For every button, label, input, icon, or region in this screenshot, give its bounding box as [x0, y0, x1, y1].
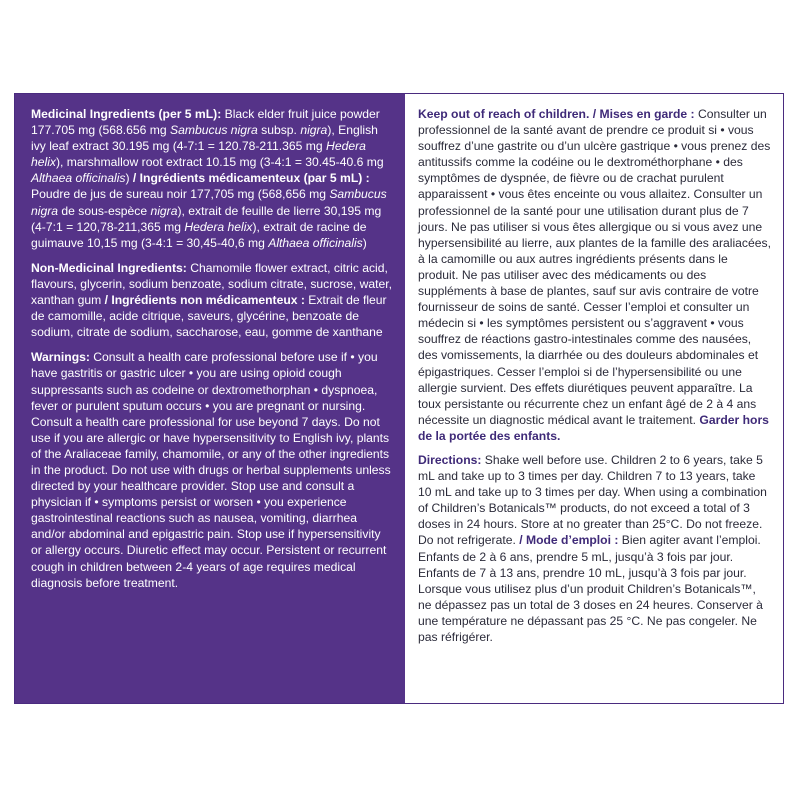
medicinal-text: ) — [125, 171, 133, 186]
latin-name: Hedera helix — [31, 139, 366, 170]
latin-name: nigra — [150, 203, 178, 218]
medicinal-text-fr: Poudre de jus de sureau noir 177,705 mg (568,656 mg — [31, 187, 330, 202]
medicinal-text: subsp. — [257, 123, 301, 138]
warnings-heading: Warnings: — [31, 350, 90, 365]
latin-name: Sambucus nigra — [31, 187, 387, 218]
latin-name: Althaea officinalis — [31, 171, 126, 186]
label-panel — [14, 93, 784, 704]
directions — [418, 452, 771, 645]
medicinal-heading: Medicinal Ingredients (per 5 mL): — [31, 107, 222, 121]
latin-name: nigra — [300, 123, 328, 138]
non-medicinal-text-fr: Extrait de fleur de camomille, acide citrique, saveurs, glycérine, benzoate de sodium, citrate de sodium, saccharose, eau, gomme de xanthane — [31, 293, 387, 340]
keep-out-tail-heading: Garder hors de la portée des enfants. — [418, 412, 769, 443]
medicinal-text-fr: ), extrait de feuille de lierre 30,195 mg (4-7:1 = 120,78-211,365 mg — [31, 203, 382, 234]
medicinal-text-fr: ) — [362, 235, 367, 250]
medicinal-text: ), marshmallow root extract 10.15 mg (3-4:1 = 30.45-40.6 mg — [55, 155, 384, 170]
french-column — [405, 94, 783, 703]
medicinal-text: ), English ivy leaf extract 30.195 mg (4-7:1 = 120.78-211.365 mg — [31, 123, 378, 154]
non-medicinal-heading-fr: / Ingrédients non médicamenteux : — [104, 293, 305, 308]
warnings — [31, 349, 393, 590]
medicinal-text-fr: ), extrait de racine de guimauve 10,15 mg (3-4:1 = 30,45-40,6 mg — [31, 219, 367, 250]
latin-name: Sambucus nigra — [170, 123, 258, 138]
medicinal-heading-fr: / Ingrédients médicamenteux (par 5 mL) : — [132, 171, 370, 186]
medicinal-ingredients — [31, 106, 393, 251]
latin-name: Hedera helix — [184, 219, 253, 234]
directions-text: Shake well before use. Children 2 to 6 years, take 5 mL and take up to 3 times per day. Children 7 to 13 years, take 10 mL and take up to 3 times per day. When using a combination of Children’s Botanicals™ products, do not exceed a total of 3 doses in 24 hours. Store at no greater than 25°C. Do not freeze. Do not refrigerate. — [418, 452, 767, 548]
keep-out-text: Consulter un professionnel de la santé avant de prendre ce produit si • vous souffrez d’une gastrite ou d’un ulcère gastrique • vous prenez des antitussifs comme la codéine ou le dextrométhorphane • des symptômes de dyspnée, de fièvre ou de crachat purulent apparaissent • vous êtes enceinte ou vous allaitez. Consulter un professionnel de la santé pour une utilisation durant plus de 7 jours. Ne pas utiliser si vous êtes allergique ou si vous avez une hypersensibilité au lierre, aux plantes de la famille des araliacées, à la camomille ou aux autres ingrédients présents dans le produit. Ne pas utiliser avec des médicaments ou des suppléments à base de plantes, sauf sur avis contraire de votre fournisseur de soins de santé. Cesser l’emploi et consulter un médecin si • les symptômes persistent ou s’aggravent • vous souffrez de réactions gastro-intestinales comme des nausées, des vomissements, la diarrhée ou des douleurs abdominales et épigastriques. Cesser l’emploi si de l’hypersensibilité ou une allergie survient. Des effets diurétiques peuvent apparaître. La toux persistante ou récurrente chez un enfant âgé de 2 à 4 ans nécessite un diagnostic médical avant le traitement. — [418, 107, 771, 427]
non-medicinal-ingredients — [31, 260, 393, 340]
non-medicinal-heading: Non-Medicinal Ingredients: — [31, 260, 187, 275]
warnings-text: Consult a health care professional before use if • you have gastritis or gastric ulcer • you are using opioid cough suppressants such as codeine or dextromethorphan • dyspnoea, fever or purulent sputum occurs • you are pregnant or nursing. Consult a health care professional for use beyond 7 days. Do not use if you are allergic or have hypersensitivity to English ivy, plants of the Araliaceae family, chamomile, or any of the other ingredients in the product. Do not use with drugs or herbal supplements unless directed by your healthcare provider. Stop use and consult a physician if • symptoms persist or worsen • you experience gastrointestinal reactions such as nausea, vomiting, diarrhea and/or abdominal and epigastric pain. Stop use if hypersensitivity or allergy occurs. Diuretic effect may occur. Persistent or recurrent cough in children between 2-4 years of age requires medical diagnosis before treatment. — [31, 350, 391, 590]
directions-heading-fr: / Mode d’emploi : — [519, 533, 619, 548]
english-column — [15, 94, 405, 703]
directions-heading: Directions: — [418, 452, 482, 467]
non-medicinal-text: Chamomile flower extract, citric acid, flavours, glycerin, sodium benzoate, sodium citrate, sucrose, water, xanthan gum — [31, 260, 393, 308]
keep-out-warnings — [418, 106, 771, 444]
directions-text-fr: Bien agiter avant l’emploi. Enfants de 2 à 6 ans, prendre 5 mL, jusqu’à 3 fois par jour. Enfants de 7 à 13 ans, prendre 10 mL, jusqu’à 3 fois par jour. Lorsque vous utilisez plus d’un produit Children’s Botanicals™, ne dépassez pas un total de 3 doses en 24 heures. Conserver à une température ne dépassant pas 25 °C. Ne pas congeler. Ne pas réfrigérer. — [418, 533, 763, 644]
medicinal-text-fr: de sous-espèce — [58, 203, 151, 218]
keep-out-heading: Keep out of reach of children. / Mises en garde : — [418, 107, 695, 121]
medicinal-text: Black elder fruit juice powder 177.705 mg (568.656 mg — [31, 107, 380, 138]
latin-name: Althaea officinalis — [268, 235, 363, 250]
